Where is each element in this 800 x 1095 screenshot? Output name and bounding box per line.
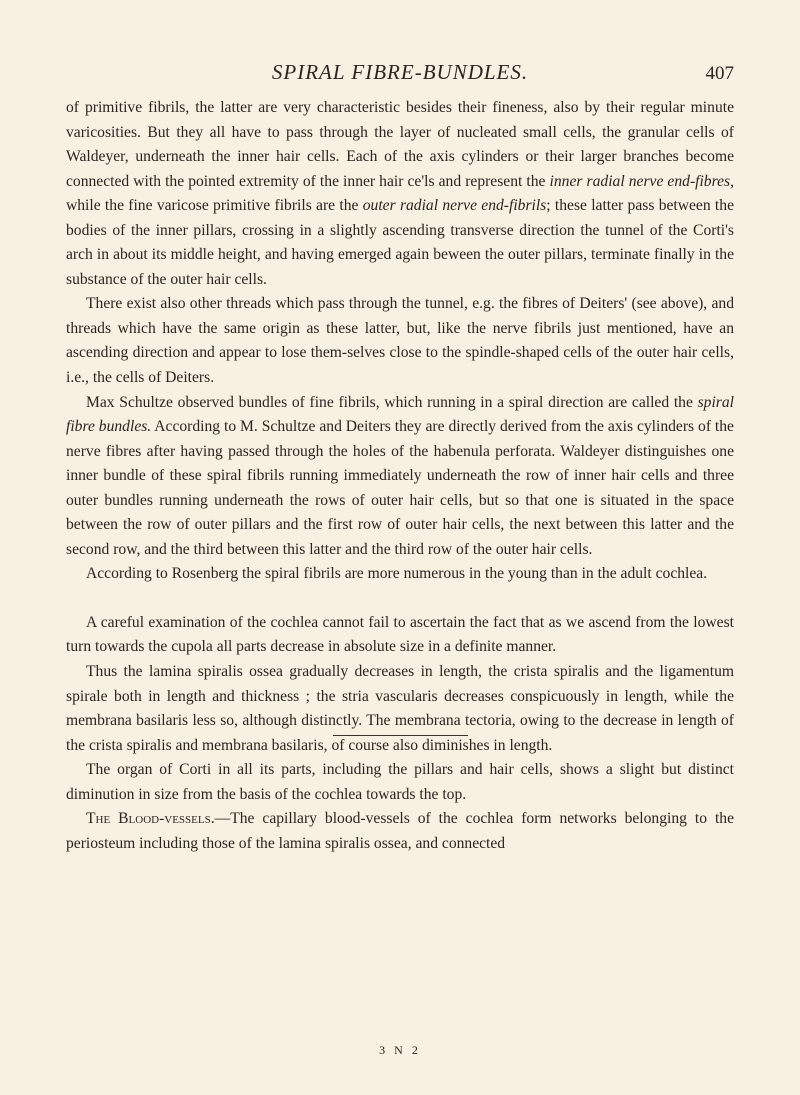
signature-mark: 3 N 2 <box>379 1043 421 1057</box>
running-title: SPIRAL FIBRE-BUNDLES. <box>271 60 529 84</box>
paragraph <box>66 562 734 587</box>
text-run: There exist also other threads which pass through the tunnel, e.g. the fibres of Deiters' (see above), and threads which have the same origin as these latter, but, like the nerve fibrils just mentioned, have an ascending direction and appear to lose them-selves close to the spindle-shaped cells of the outer hair cells, i.e., the cells of Deiters. <box>66 295 734 387</box>
paragraph <box>66 758 734 807</box>
paragraph <box>66 96 734 292</box>
paragraph <box>66 292 734 390</box>
body-text <box>66 96 734 856</box>
section-divider-rule <box>333 735 468 736</box>
page-header <box>66 60 734 90</box>
paragraph <box>66 660 734 758</box>
text-italic: outer radial nerve end-fibrils <box>362 197 547 215</box>
text-run: Max Schultze observed bundles of fine fibrils, which running in a spiral direction are called the <box>86 393 698 411</box>
text-run: According to Rosenberg the spiral fibrils are more numerous in the young than in the adult cochlea. <box>86 565 708 583</box>
text-run: The organ of Corti in all its parts, including the pillars and hair cells, shows a slight but distinct diminution in size from the basis of the cochlea towards the top. <box>66 761 734 803</box>
text-italic: inner radial nerve end-fibres, <box>549 172 734 190</box>
text-smallcaps: The Blood-vessels. <box>86 810 215 828</box>
text-run: of primitive fibrils, the latter are very characteristic besides their fineness, also by their regular minute varicosities. But they all have to pass through the layer of nucleated small cells, the granular cells of Waldeyer, underneath the inner hair cells. Each of the axis cylinders or their larger branches become connected with the pointed extremity of the inner hair ce'ls and represent the <box>66 99 734 190</box>
text-run: According to M. Schultze and Deiters they are directly derived from the axis cylinders of the nerve fibres after having passed through the holes of the habenula perforata. Waldeyer distinguishes one inner bundle of these spiral fibrils running immediately underneath the row of inner hair cells and three outer bundles running underneath the rows of outer hair cells, but so that one is situated in the space between the row of outer pillars and the first row of outer hair cells, the next between this latter and the second row, and the third between this latter and the third row of the outer hair cells. <box>66 418 734 558</box>
text-run: —The capillary blood-vessels of the cochlea form networks belonging to the periosteum including those of the lamina spiralis ossea, and connected <box>66 810 735 852</box>
text-run: Thus the lamina spiralis ossea gradually decreases in length, the crista spiralis and the ligamentum spirale both in length and thickness ; the stria vascularis decreases conspicuously in length, while the membrana basilaris less so, although distinctly. The membrana tectoria, owing to the decrease in length of the crista spiralis and membrana basilaris, of course also diminishes in length. <box>66 663 734 754</box>
text-run: while the fine varicose primitive fibrils are the <box>66 197 363 215</box>
paragraph <box>66 611 734 660</box>
paragraph <box>66 391 734 563</box>
text-run: ; these latter pass between the bodies of the inner pillars, crossing in a slightly ascending transverse direction the tunnel of the Corti's arch in about its middle height, and having emerged again beween the outer pillars, terminate finally in the substance of the outer hair cells. <box>66 197 734 288</box>
text-run: A careful examination of the cochlea cannot fail to ascertain the fact that as we ascend from the lowest turn towards the cupola all parts decrease in absolute size in a definite manner. <box>66 613 734 656</box>
page-number: 407 <box>705 63 734 84</box>
paragraph <box>66 807 734 856</box>
text-italic: spiral fibre bundles. <box>66 393 734 436</box>
